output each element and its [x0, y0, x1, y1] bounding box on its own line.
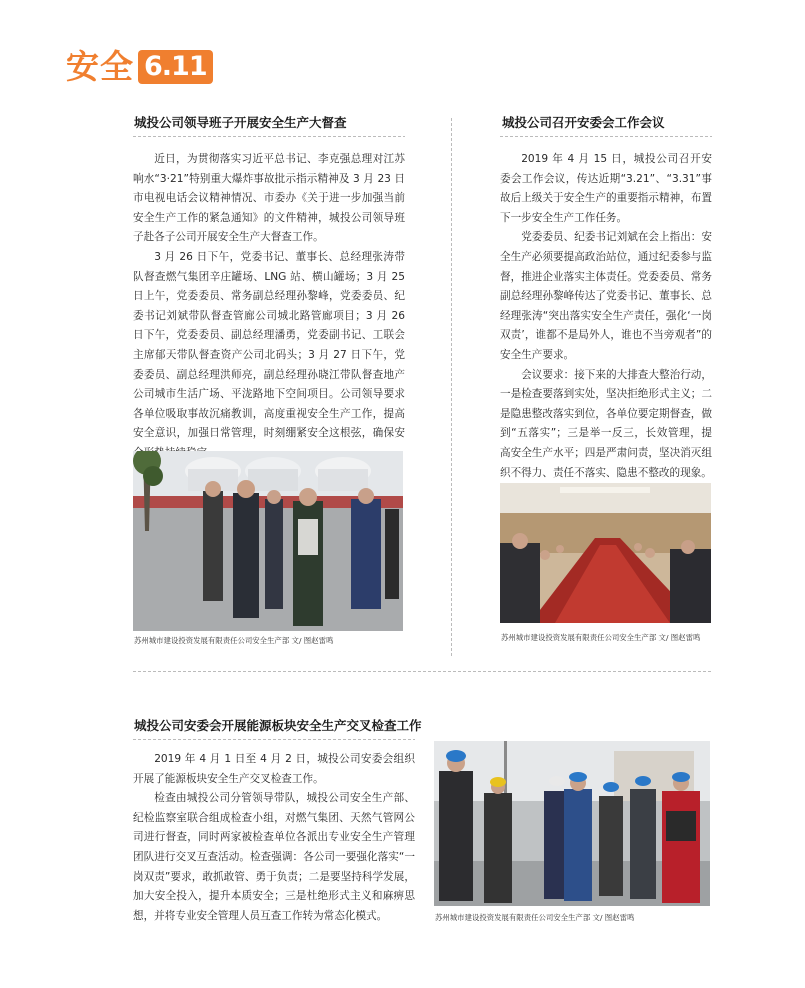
article1-photo [133, 451, 403, 631]
masthead-issue: 6.11 [138, 50, 213, 84]
section-divider [133, 671, 711, 672]
article3-photo [434, 741, 710, 906]
article1-photo-image [133, 451, 403, 631]
article3-paragraph: 2019 年 4 月 1 日至 4 月 2 日，城投公司安委会组织开展了能源板块安全生产交叉检查工作。 [133, 753, 415, 785]
article1-paragraph: 近日，为贯彻落实习近平总书记、李克强总理对江苏响水“3·21”特别重大爆炸事故批示指示精神及 3 月 23 日市电视电话会议精神情况、市委办《关于进一步加强当前安全生产工作的紧急通知》的文件精神，城投公司领导班子赴各子公司开展安全生产大督查工作。 [133, 153, 405, 244]
article2-title: 城投公司召开安委会工作会议 [502, 115, 665, 130]
article2-body [500, 150, 712, 483]
article2-photo [500, 483, 711, 623]
article3-title-rule [133, 739, 415, 740]
article1-paragraph: 3 月 26 日下午，党委书记、董事长、总经理张涛带队督查燃气集团辛庄罐场、LNG 站、横山罐场；3 月 25 日上午，党委委员、常务副总经理孙黎峰，党委委员、纪委书记刘斌带队督查管廊公司城北路管廊项目；3 月 26 日下午，党委委员、副总经理潘勇，党委副书记、工联会主席郁天带队督查资产公司北码头；3 月 27 日下午，党委委员、副总经理洪师亮，副总经理孙晓江带队督查地产公司城市生活广场、平泷路地下空间项目。公司领导要求各单位吸取事故沉痛教训，高度重视安全生产工作，提高安全意识，加强日常管理，时刻绷紧安全这根弦，确保安 [133, 250, 405, 440]
article2-photo-image [500, 483, 711, 623]
article2-title-rule [500, 136, 712, 137]
article2-paragraph: 2019 年 4 月 15 日，城投公司召开安委会工作会议，传达近期“3.21”、“3.31”事故后上级关于安全生产的重要指示精神，布置下一步安全生产工作任务。 [500, 153, 712, 224]
article3-title: 城投公司安委会开展能源板块安全生产交叉检查工作 [134, 718, 422, 733]
article1-title: 城投公司领导班子开展安全生产大督查 [134, 115, 347, 130]
article1-body [133, 150, 405, 464]
masthead-logo [66, 48, 213, 86]
article1-caption: 苏州城市建设投资发展有限责任公司安全生产部 文/ 图赵雷鸣 [134, 636, 334, 645]
article3-photo-image [434, 741, 710, 906]
column-divider [451, 118, 452, 656]
masthead-title: 安全 [66, 47, 134, 86]
article2-paragraph: 会议要求：接下来的大排查大整治行动，一是检查要落到实处，坚决拒绝形式主义；二是隐患整改落实到位，各单位要定期督查，做到“五落实”；三是举一反三，长效管理，提高安全生产水平；四是严肃问责，坚决消灭组织不得力、责任不落实、隐患不整改的现象。 [500, 368, 712, 479]
article2-caption: 苏州城市建设投资发展有限责任公司安全生产部 文/ 图赵雷鸣 [501, 633, 701, 642]
article1-title-rule [133, 136, 405, 137]
article2-paragraph: 党委委员、纪委书记刘斌在会上指出：安全生产必须要提高政治站位，通过纪委参与监督，推进企业落实主体责任。党委委员、常务副总经理孙黎峰传达了党委书记、董事长、总经理张涛“突出落实安全生产责任，强化‘一岗双责’，谁都不是局外人，谁也不当旁观者”的安全生产要求。 [500, 231, 712, 361]
article3-body [133, 750, 415, 926]
article3-paragraph: 检查由城投公司分管领导带队，城投公司安全生产部、纪检监察室联合组成检查小组，对燃气集团、天然气管网公司进行督查，同时两家被检查单位各派出专业安全生产管理团队进行交叉互查活动。检查强调：各公司一要强化落实“一岗双责”要求，敢抓敢管、勇于负责；二是要坚持科学发展，加大安全投入，提升本质安全；三是杜绝形式主义和麻痹思想，并将专业安全管理人员互查工作转为常态化模式。 [133, 792, 415, 922]
article3-caption: 苏州城市建设投资发展有限责任公司安全生产部 文/ 图赵雷鸣 [435, 913, 635, 922]
